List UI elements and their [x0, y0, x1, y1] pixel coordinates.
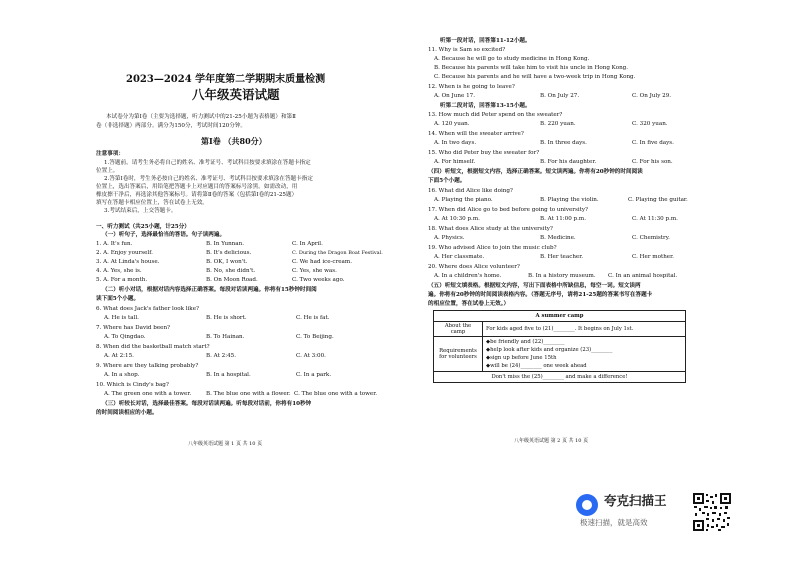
table-header: A summer camp: [434, 311, 686, 322]
table-cell: [483, 337, 686, 372]
question-stem: 12. When is he going to leave?: [428, 84, 515, 90]
question-stem: 10. Which is Cindy's bag?: [96, 382, 169, 388]
question-stem: 19. Who advised Alice to join the music club?: [428, 245, 557, 251]
option-a: A. At 10:30 p.m.: [434, 216, 480, 222]
question-stem: 6. What does Jack's father look like?: [96, 306, 200, 312]
question-stem: 16. What did Alice like doing?: [428, 188, 513, 194]
note-line: 3.考试结束后，上交答题卡。: [104, 208, 177, 214]
table-cell: For kids aged five to (21)________. It begins on July 1st.: [483, 322, 686, 337]
table-label: About the camp: [434, 322, 483, 337]
question-stem: 20. Where does Alice volunteer?: [428, 264, 520, 270]
option-c: C. At 11:30 p.m.: [632, 216, 678, 222]
option-b: B. In three days.: [540, 140, 587, 146]
section-instruction: （一）听句子，选择最恰当的答语。句子读两遍。: [102, 232, 226, 238]
brand-name: 夸克扫描王: [604, 493, 667, 508]
option-a: A. In two days.: [434, 140, 477, 146]
option-b: B. On Moon Road.: [206, 277, 258, 283]
question-stem: 11. Why is Sam so excited?: [428, 47, 506, 53]
question-stem: 17. When did Alice go to bed before going to university?: [428, 207, 589, 213]
option-b: B. He is short.: [206, 315, 247, 321]
option-c: C. At 3:00.: [296, 353, 326, 359]
option-a: 3. A. At Linda's house.: [96, 259, 160, 265]
note-line: 位置上，选出答案后，用铅笔把答题卡上对应题目的答案标号涂黑。如需改动，用: [96, 184, 298, 190]
option-a: 5. A. For a month.: [96, 277, 148, 283]
option-b: B. In Yunnan.: [206, 241, 244, 247]
page-footer: 八年级英语试题 第 1 页 共 10 页: [188, 441, 263, 447]
question-stem: 15. Who did Peter buy the sweater for?: [428, 150, 540, 156]
option-c: C. Chemistry.: [632, 235, 670, 241]
section-instruction: （三）听较长对话，选择最佳答案。每段对话读两遍。听每段对话前，你将有10秒钟: [102, 401, 312, 407]
option-a: A. 120 yuan.: [434, 121, 470, 127]
note-line: 橡皮擦干净后，再选涂其他答案标号。请将第Ⅱ卷的答案（包括第Ⅰ卷的21-25题）: [96, 192, 298, 198]
option-b: B. For his daughter.: [540, 159, 597, 165]
option-b: B. The blue one with a flower.: [206, 391, 291, 397]
note-line: 位置上。: [96, 168, 119, 174]
section-instruction: 的时间阅读相应的小题。: [96, 410, 158, 416]
note-line: 填写在答题卡相应位置上，答在试卷上无效。: [96, 200, 208, 206]
option-a: A. Physics.: [434, 235, 465, 241]
option-b: B. Playing the violin.: [540, 197, 599, 203]
section-instruction: 的相应位置，答在试卷上无效。）: [428, 301, 510, 307]
option-c: C. During the Dragon Boat Festival.: [292, 250, 383, 256]
option-a: 1. A. It's fun.: [96, 241, 133, 247]
question-stem: 14. When will the sweater arrive?: [428, 131, 524, 137]
quark-logo-icon: [576, 494, 598, 516]
summer-camp-table: [433, 310, 686, 383]
option-b: B. Her teacher.: [540, 254, 584, 260]
option-a: A. Because he will go to study medicine in Hong Kong.: [434, 56, 590, 62]
option-b: B. 220 yuan.: [540, 121, 576, 127]
option-b: B. To Hainan.: [206, 334, 245, 340]
option-a: A. On June 17.: [434, 93, 475, 99]
table-label: Requirements for volunteers: [434, 337, 483, 372]
notes-heading: 注意事项：: [96, 151, 124, 157]
question-stem: 18. What does Alice study at the university?: [428, 226, 553, 232]
option-a: 4. A. Yes, she is.: [96, 268, 142, 274]
exam-title: 2023—2024 学年度第二学期期末质量检测: [126, 74, 326, 85]
option-c: C. Her mother.: [632, 254, 674, 260]
option-c: C. We had ice-cream.: [292, 259, 352, 265]
option-a: A. At 2:15.: [104, 353, 134, 359]
requirement-item: ◆sign up before June 15th: [486, 355, 557, 361]
option-c: C. Two weeks ago.: [292, 277, 345, 283]
option-c: C. In five days.: [632, 140, 674, 146]
section-instruction: 下面5个小题。: [428, 178, 466, 184]
option-b: B. On July 27.: [540, 93, 580, 99]
option-b: B. Medicine.: [540, 235, 576, 241]
option-b: B. No, she didn't.: [206, 268, 256, 274]
brand-slogan: 极速扫描，就是高效: [580, 518, 648, 527]
dialogue-heading: 听第二段对话，回答第13-15小题。: [440, 103, 531, 109]
question-stem: 9. Where are they talking probably?: [96, 363, 199, 369]
option-c: C. In April.: [292, 241, 323, 247]
option-c: C. On July 29.: [632, 93, 672, 99]
option-b: B. In a hospital.: [206, 372, 251, 378]
option-b: B. Because his parents will take him to visit his uncle in Hong Kong.: [434, 65, 629, 71]
section-heading: 一、听力测试（共25小题，计25分）: [96, 224, 190, 230]
part-heading: 第Ⅰ卷 （共80分）: [201, 136, 267, 146]
option-a: A. In a shop.: [104, 372, 140, 378]
option-a: A. Playing the piano.: [434, 197, 493, 203]
option-c: C. He is fat.: [296, 315, 330, 321]
dialogue-heading: 听第一段对话，回答第11-12小题。: [440, 38, 531, 44]
option-c: C. The blue one with a tower.: [294, 391, 378, 397]
table-footer: Don't miss the (25)________ and make a difference!: [434, 372, 686, 383]
question-stem: 13. How much did Peter spend on the sweater?: [428, 112, 563, 118]
section-instruction: 读下面5个小题。: [96, 296, 140, 302]
option-c: C. Because his parents and he will have a two-week trip in Hong Kong.: [434, 74, 636, 80]
note-line: 2.答第Ⅰ卷时，考生务必按自己的姓名、准考证号、考试科目按要求填涂在答题卡指定: [104, 176, 313, 182]
note-line: 1.答题前，请考生务必将自己的姓名、准考证号、考试科目按要求填涂在答题卡指定: [104, 160, 311, 166]
option-c: C. In a park.: [296, 372, 332, 378]
option-c: C. For his son.: [632, 159, 673, 165]
option-b: B. In a history museum.: [528, 273, 596, 279]
requirement-item: ◆be friendly and (22)________: [486, 339, 565, 345]
section-instruction: （二）听小对话，根据对话内容选择正确答案。每段对话读两遍。你将有15秒钟时间阅: [102, 287, 317, 293]
intro-line: 卷（非选择题）两部分。满分为150分，考试时间120分钟。: [96, 123, 247, 129]
section-instruction: （四）听短文，根据短文内容，选择正确答案。短文读两遍。你将有20秒钟的时间阅读: [428, 169, 643, 175]
option-b: B. OK, I won't.: [206, 259, 248, 265]
option-a: A. To Qingdao.: [104, 334, 146, 340]
option-c: C. Playing the guitar.: [628, 197, 688, 203]
section-instruction: （五）听短文填表格。根据短文内容，写出下面表格中所缺信息，每空一词。短文读两: [428, 283, 641, 289]
page-footer: 八年级英语试题 第 2 页 共 10 页: [514, 438, 589, 444]
option-b: B. At 2:45.: [206, 353, 236, 359]
option-b: B. It's delicious.: [206, 250, 252, 256]
option-c: C. To Beijing.: [296, 334, 334, 340]
option-a: 2. A. Enjoy yourself.: [96, 250, 153, 256]
question-stem: 8. When did the basketball match start?: [96, 344, 210, 350]
intro-line: 本试卷分为第Ⅰ卷（主要为选择题，听力测试中的21-25小题为表格题）和第Ⅱ: [106, 114, 296, 120]
option-a: A. The green one with a tower.: [104, 391, 192, 397]
requirement-item: ◆will be (24)________ one week ahead: [486, 363, 587, 369]
option-b: B. At 11:00 p.m.: [540, 216, 586, 222]
qr-code-icon: [692, 492, 732, 532]
option-c: C. Yes, she was.: [292, 268, 337, 274]
option-a: A. For himself.: [434, 159, 476, 165]
option-a: A. In a children's home.: [434, 273, 502, 279]
question-stem: 7. Where has David been?: [96, 325, 171, 331]
section-instruction: 遍。你将有20秒钟的时间阅读表格内容。（答题无序号，请将21-25题的答案书写在答题卡: [428, 292, 653, 298]
requirement-item: ◆help look after kids and organize (23)________: [486, 347, 613, 353]
option-a: A. He is tall.: [104, 315, 139, 321]
option-c: C. 320 yuan.: [632, 121, 668, 127]
option-c: C. In an animal hospital.: [608, 273, 678, 279]
exam-subtitle: 八年级英语试题: [192, 87, 280, 102]
option-a: A. Her classmate.: [434, 254, 485, 260]
